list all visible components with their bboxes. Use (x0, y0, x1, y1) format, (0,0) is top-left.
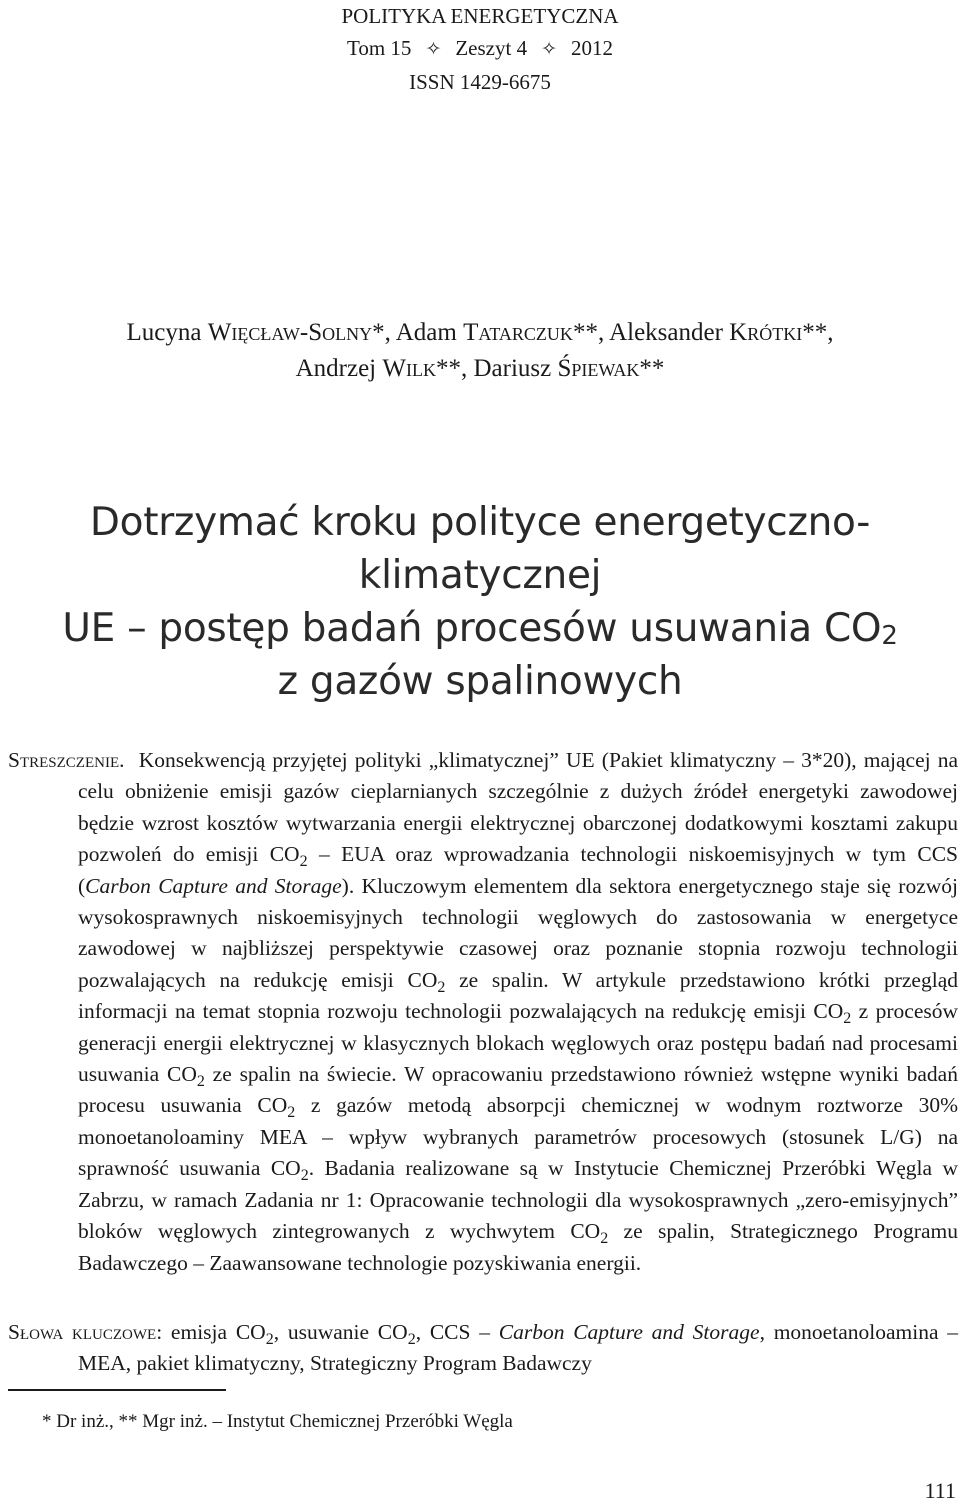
subscript: 2 (287, 1104, 296, 1122)
subscript: 2 (407, 1331, 416, 1348)
abstract-text: . Badania realizowane są w Instytucie Chemicznej Przeróbki Węgla w Zabrzu, w ramach Zadania nr 1: Opracowanie technologii dla wysokosprawnych „zero-emisyjnych” bloków węglowych zintegrowanych z wychwytem CO (78, 1156, 959, 1244)
subscript: 2 (843, 1010, 852, 1028)
journal-name: POLITYKA ENERGETYCZNA (341, 4, 619, 28)
abstract-text: ze spalin na świecie. W opracowaniu przedstawiono również wstępne wyniki badań procesu usuwania CO (78, 1062, 958, 1118)
author-surname: Śpiewak (557, 355, 640, 382)
author-affiliation-mark: **, (435, 355, 468, 382)
abstract-text: z gazów metodą absorpcji chemicznej w wodnym roztworze 30% monoetanoloaminy MEA – wpływ wybranych parametrów procesowych (stosunek L/G) na sprawność usuwania CO (78, 1093, 958, 1181)
title-line-3: z gazów spalinowych (277, 659, 683, 704)
author-surname: Krótki (729, 319, 803, 346)
author-surname: Więcław-Solny (207, 319, 373, 346)
keywords (8, 1317, 959, 1380)
subscript: 2 (196, 1073, 205, 1091)
diamond-star-icon: ✧ (541, 39, 558, 60)
author-list (0, 315, 960, 387)
keywords-text: , usuwanie CO (273, 1320, 408, 1344)
subscript: 2 (600, 1230, 609, 1248)
issue: Zeszyt 4 (455, 36, 528, 60)
abstract-text: Konsekwencją przyjętej polityki „klimatycznej” UE (Pakiet klimatyczny – 3*20), mającej na celu obniżenie emisji gazów cieplarnianych szczególnie z dużych źródeł energetyki zawodowej będzie wzrost kosztów wytwarzania energii elektrycznej obarczonej dodatkowymi kosztami zakupu pozwoleń do emisji CO (78, 748, 958, 867)
title-line-2 (0, 602, 960, 655)
author-affiliation-mark: **, (572, 319, 605, 346)
author-affiliation-mark: **, (802, 319, 834, 346)
author-first-name: Aleksander (609, 319, 723, 346)
subscript: 2 (299, 853, 308, 871)
keywords-text: , monoetanoloamina – MEA, pakiet klimatyczny, Strategiczny Program Badawczy (78, 1320, 959, 1376)
page-number: 111 (924, 1478, 956, 1503)
issn: ISSN 1429-6675 (409, 70, 551, 94)
abstract-text: ). Kluczowym elementem dla sektora energetycznego staje się rozwój wysokosprawnych niskoemisyjnych technologii węglowych do zastosowania w energetyce zawodowej w najbliższej perspektywie czasowej oraz poznanie stopnia rozwoju technologii pozwalających na redukcję emisji CO (78, 873, 958, 992)
authors-line-2 (0, 351, 960, 387)
footnote: * Dr inż., ** Mgr inż. – Instytut Chemicznej Przeróbki Węgla (42, 1411, 513, 1432)
abstract-label: Streszczenie. (8, 748, 125, 772)
title-line-1: Dotrzymać kroku polityce energetyczno-klimatycznej (89, 500, 871, 598)
abstract-text: ze spalin, Strategicznego Programu Badawczego – Zaawansowane technologie pozyskiwania energii. (78, 1219, 958, 1275)
author-first-name: Adam (395, 319, 457, 346)
author-first-name: Andrzej (295, 355, 377, 382)
journal-issue-line (0, 32, 960, 66)
abstract (8, 745, 959, 1279)
title-subscript: 2 (881, 621, 898, 651)
author-surname: Wilk (382, 355, 436, 382)
subscript: 2 (437, 978, 446, 996)
abstract-text: – EUA oraz wprowadzania technologii niskoemisyjnych w tym CCS ( (78, 842, 958, 898)
abstract-text: ze spalin. W artykule przedstawiono krótki przegląd informacji na temat stopnia rozwoju technologii pozwalających na redukcję emisji CO (78, 967, 958, 1024)
keywords-label: Słowa kluczowe: (8, 1320, 163, 1344)
title-line-2-text: UE – postęp badań procesów usuwania CO (62, 606, 882, 651)
abstract-italic: Carbon Capture and Storage (85, 873, 342, 898)
author-affiliation-mark: ** (639, 355, 665, 382)
author-affiliation-mark: *, (372, 319, 391, 346)
author-first-name: Lucyna (126, 319, 202, 346)
keywords-text: emisja CO (162, 1320, 266, 1344)
keywords-text: , CCS – (415, 1320, 499, 1344)
footnote-divider (8, 1389, 226, 1391)
diamond-star-icon: ✧ (425, 39, 442, 60)
abstract-text: z procesów generacji energii elektrycznej w klasycznych blokach węglowych oraz postępu badań nad procesami usuwania CO (78, 999, 958, 1087)
journal-header (0, 0, 960, 98)
year: 2012 (571, 36, 614, 60)
authors-line-1 (0, 315, 960, 351)
paper-title (0, 496, 960, 708)
volume: Tom 15 (346, 36, 412, 60)
author-surname: Tatarczuk (463, 319, 573, 346)
subscript: 2 (265, 1331, 274, 1348)
keywords-italic: Carbon Capture and Storage (498, 1320, 760, 1344)
author-first-name: Dariusz (473, 355, 552, 382)
subscript: 2 (300, 1167, 309, 1185)
